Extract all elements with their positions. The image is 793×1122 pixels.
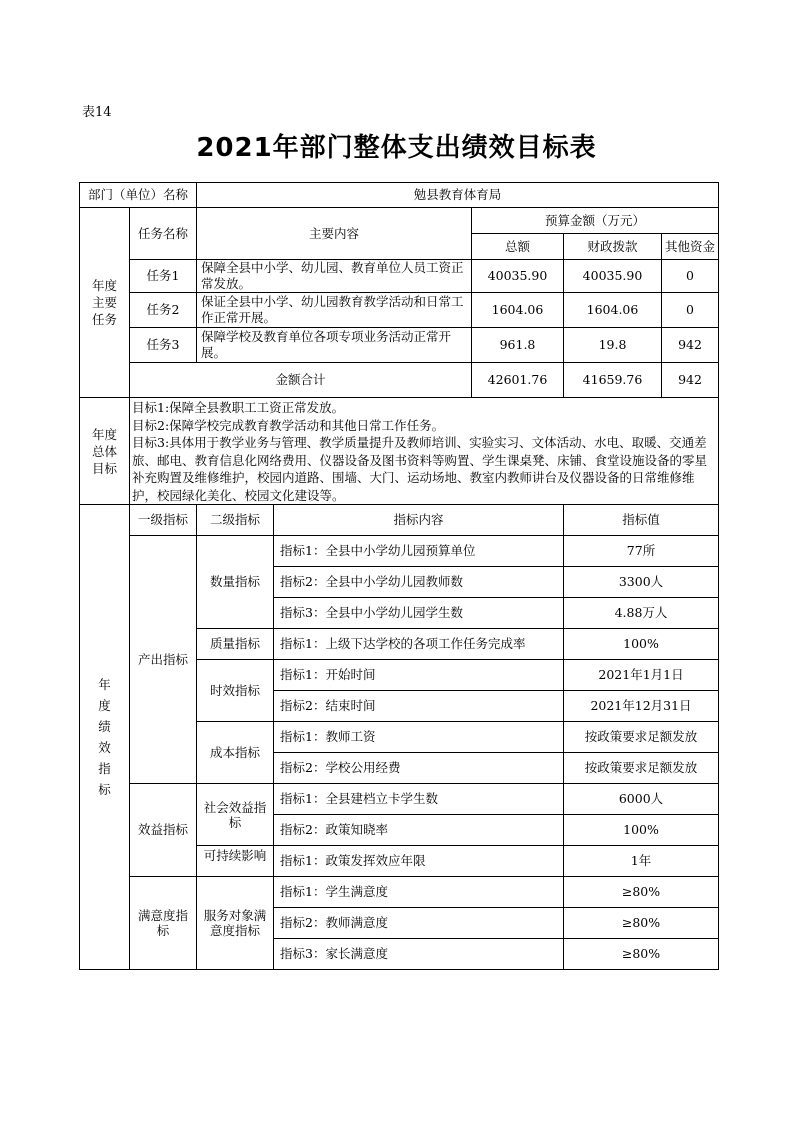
- sum-row: [80, 363, 719, 398]
- indicator-content: 指标1：开始时间: [274, 660, 564, 691]
- indicator-content: 指标2：学校公用经费: [274, 753, 564, 784]
- task-total: 961.8: [472, 328, 564, 363]
- indicator-row: [80, 877, 719, 908]
- indicator-content: 指标1：上级下达学校的各项工作任务完成率: [274, 629, 564, 660]
- indicator-value: 4.88万人: [564, 598, 719, 629]
- indicator-value: 2021年12月31日: [564, 691, 719, 722]
- indicator-value: ≥80%: [564, 939, 719, 970]
- indicator-value: 按政策要求足额发放: [564, 753, 719, 784]
- indicator-content: 指标1：全县建档立卡学生数: [274, 784, 564, 815]
- cost-indicator-label: 成本指标: [197, 722, 274, 784]
- indicator-content: 指标2：政策知晓率: [274, 815, 564, 846]
- sustainability-indicator-label: 可持续影响: [197, 846, 274, 877]
- dept-name-label: 部门（单位）名称: [80, 183, 197, 208]
- task-fiscal: 1604.06: [564, 293, 662, 328]
- indicator-content: 指标2：全县中小学幼儿园教师数: [274, 567, 564, 598]
- quality-indicator-label: 质量指标: [197, 629, 274, 660]
- task-other: 0: [662, 260, 719, 293]
- indicator-content: 指标2：教师满意度: [274, 908, 564, 939]
- indicator-value: 77所: [564, 536, 719, 567]
- task-total: 1604.06: [472, 293, 564, 328]
- indicator-row: [80, 536, 719, 567]
- sum-fiscal: 41659.76: [564, 363, 662, 398]
- task-row: [80, 328, 719, 363]
- task-row: [80, 293, 719, 328]
- dept-name-value: 勉县教育体育局: [197, 183, 719, 208]
- annual-tasks-label: 年度 主要 任务: [80, 208, 130, 398]
- benefit-indicator-label: 效益指标: [130, 784, 197, 877]
- indicator-value: 3300人: [564, 567, 719, 598]
- col-level2: 二级指标: [197, 505, 274, 536]
- goal-line: 目标2:保障学校完成教育教学活动和其他日常工作任务。: [132, 417, 445, 433]
- task-name: 任务2: [130, 293, 197, 328]
- indicator-value: 2021年1月1日: [564, 660, 719, 691]
- page-title: 2021年部门整体支出绩效目标表: [196, 133, 597, 163]
- col-task-name: 任务名称: [130, 208, 197, 260]
- satisfaction-indicator-label: 满意度指标: [130, 877, 197, 970]
- task-content: 保证全县中小学、幼儿园教育教学活动和日常工作正常开展。: [197, 293, 472, 328]
- task-total: 40035.90: [472, 260, 564, 293]
- task-other: 942: [662, 328, 719, 363]
- service-satisfaction-indicator-label: 服务对象满意度指标: [197, 877, 274, 970]
- indicator-content: 指标3：全县中小学幼儿园学生数: [274, 598, 564, 629]
- performance-target-table: [79, 182, 719, 970]
- indicator-content: 指标1：学生满意度: [274, 877, 564, 908]
- col-indicator-value: 指标值: [564, 505, 719, 536]
- sum-total: 42601.76: [472, 363, 564, 398]
- timeliness-indicator-label: 时效指标: [197, 660, 274, 722]
- social-benefit-indicator-label: 社会效益指标: [197, 784, 274, 846]
- goal-line: 目标1:保障全县教职工工资正常发放。: [132, 400, 345, 415]
- indicator-value: 100%: [564, 629, 719, 660]
- table-number-label: 表14: [82, 105, 112, 120]
- annual-goals-text: [130, 398, 719, 505]
- indicator-content: 指标1：教师工资: [274, 722, 564, 753]
- col-main-content: 主要内容: [197, 208, 472, 260]
- indicator-value: 6000人: [564, 784, 719, 815]
- task-other: 0: [662, 293, 719, 328]
- goal-line: 目标3:具体用于教学业务与管理、教学质量提升及教师培训、实验实习、文体活动、水电、取暖、交通差旅、邮电、教育信息化网络费用、仪器设备及图书资料等购置、学生课桌凳、床铺、食堂设施设备的零星补充购置及维修维护，校园内道路、围墙、大门、运动场地、教室内教师讲台及仪器设备的日常维修维护，校园绿化美化、校园文化建设等。: [132, 435, 708, 503]
- annual-goals-label: 年度 总体 目标: [80, 398, 130, 505]
- indicator-value: 1年: [564, 846, 719, 877]
- indicator-value: 按政策要求足额发放: [564, 722, 719, 753]
- indicator-row: [80, 784, 719, 815]
- indicator-content: 指标1：政策发挥效应年限: [274, 846, 564, 877]
- indicator-content: 指标3：家长满意度: [274, 939, 564, 970]
- indicator-value: ≥80%: [564, 908, 719, 939]
- indicator-value: 100%: [564, 815, 719, 846]
- task-content: 保障全县中小学、幼儿园、教育单位人员工资正常发放。: [197, 260, 472, 293]
- indicator-content: 指标2：结束时间: [274, 691, 564, 722]
- indicator-content: 指标1：全县中小学幼儿园预算单位: [274, 536, 564, 567]
- col-other: 其他资金: [662, 234, 719, 260]
- col-budget-amount: 预算金额（万元）: [472, 208, 719, 234]
- task-content: 保障学校及教育单位各项专项业务活动正常开展。: [197, 328, 472, 363]
- task-row: [80, 260, 719, 293]
- quantity-indicator-label: 数量指标: [197, 536, 274, 629]
- col-level1: 一级指标: [130, 505, 197, 536]
- annual-indicators-label: 年 度 绩 效 指 标: [80, 505, 130, 970]
- task-name: 任务1: [130, 260, 197, 293]
- sum-other: 942: [662, 363, 719, 398]
- col-indicator-content: 指标内容: [274, 505, 564, 536]
- indicator-value: ≥80%: [564, 877, 719, 908]
- task-name: 任务3: [130, 328, 197, 363]
- task-fiscal: 40035.90: [564, 260, 662, 293]
- col-fiscal: 财政拨款: [564, 234, 662, 260]
- output-indicator-label: 产出指标: [130, 536, 197, 784]
- col-total: 总额: [472, 234, 564, 260]
- sum-label: 金额合计: [130, 363, 472, 398]
- task-fiscal: 19.8: [564, 328, 662, 363]
